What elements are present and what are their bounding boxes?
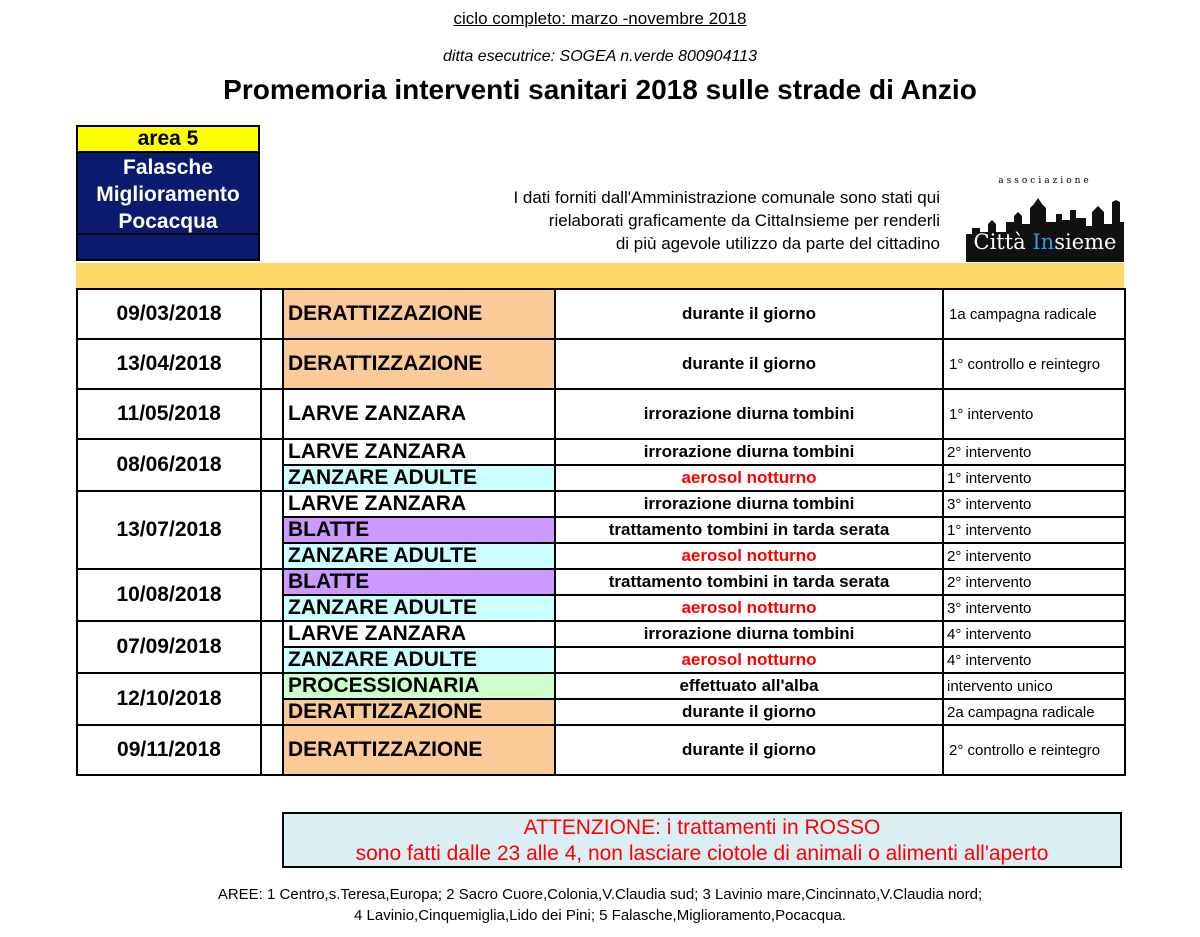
logo-name: [966, 230, 1124, 254]
info-note: [380, 186, 940, 255]
contractor-line: ditta esecutrice: SOGEA n.verde 800904113: [443, 48, 757, 65]
area-divider: [78, 233, 258, 235]
areas-line: 4 Lavinio,Cinquemiglia,Lido dei Pini; 5 Falasche,Miglioramento,Pocacqua.: [354, 907, 846, 924]
table-row: [77, 491, 1125, 517]
mode-cell: durante il giorno: [555, 699, 943, 725]
table-row: [77, 725, 1125, 775]
note-cell: 1° intervento: [943, 465, 1125, 491]
warning-box: [282, 812, 1122, 868]
table-row: [77, 439, 1125, 465]
date-cell: 13/04/2018: [77, 339, 261, 389]
treatment-cell: DERATTIZZAZIONE: [283, 725, 555, 775]
treatment-cell: DERATTIZZAZIONE: [283, 699, 555, 725]
mode-cell: effettuato all'alba: [555, 673, 943, 699]
area-place: Falasche: [123, 156, 213, 179]
gap-cell: [261, 339, 283, 389]
info-line: di più agevole utilizzo da parte del cittadino: [615, 234, 940, 253]
page-title: Promemoria interventi sanitari 2018 sulle strade di Anzio: [223, 74, 977, 105]
treatment-cell: DERATTIZZAZIONE: [283, 339, 555, 389]
table-row: [77, 389, 1125, 439]
gap-cell: [261, 289, 283, 339]
cittainsieme-logo: [966, 176, 1124, 262]
yellow-band: [76, 263, 1124, 288]
area-place: Miglioramento: [96, 183, 240, 206]
note-cell: 2° intervento: [943, 543, 1125, 569]
gap-cell: [261, 389, 283, 439]
mode-cell: aerosol notturno: [555, 543, 943, 569]
area-place: Pocacqua: [118, 210, 218, 233]
date-cell: 10/08/2018: [77, 569, 261, 621]
treatment-cell: PROCESSIONARIA: [283, 673, 555, 699]
treatment-cell: ZANZARE ADULTE: [283, 465, 555, 491]
note-cell: 3° intervento: [943, 595, 1125, 621]
treatment-cell: LARVE ZANZARA: [283, 439, 555, 465]
mode-cell: irrorazione diurna tombini: [555, 621, 943, 647]
treatment-cell: BLATTE: [283, 517, 555, 543]
gap-cell: [261, 439, 283, 491]
mode-cell: trattamento tombini in tarda serata: [555, 569, 943, 595]
gap-cell: [261, 621, 283, 673]
mode-cell: durante il giorno: [555, 289, 943, 339]
gap-cell: [261, 673, 283, 725]
info-line: rielaborati graficamente da CittaInsieme per renderli: [548, 211, 940, 230]
treatment-cell: LARVE ZANZARA: [283, 621, 555, 647]
table-row: [77, 621, 1125, 647]
date-cell: 08/06/2018: [77, 439, 261, 491]
logo-name-highlight: In: [1032, 230, 1055, 254]
note-cell: 2° controllo e reintegro: [943, 725, 1125, 775]
treatment-cell: ZANZARE ADULTE: [283, 647, 555, 673]
mode-cell: aerosol notturno: [555, 595, 943, 621]
treatment-cell: BLATTE: [283, 569, 555, 595]
mode-cell: durante il giorno: [555, 339, 943, 389]
note-cell: 4° intervento: [943, 621, 1125, 647]
gap-cell: [261, 725, 283, 775]
treatment-cell: ZANZARE ADULTE: [283, 595, 555, 621]
mode-cell: irrorazione diurna tombini: [555, 389, 943, 439]
note-cell: 1° controllo e reintegro: [943, 339, 1125, 389]
note-cell: 4° intervento: [943, 647, 1125, 673]
logo-assoc-text: associazione: [998, 176, 1092, 186]
logo-name-part: Città: [973, 230, 1033, 254]
mode-cell: irrorazione diurna tombini: [555, 439, 943, 465]
date-cell: 12/10/2018: [77, 673, 261, 725]
date-cell: 11/05/2018: [77, 389, 261, 439]
areas-line: AREE: 1 Centro,s.Teresa,Europa; 2 Sacro Cuore,Colonia,V.Claudia sud; 3 Lavinio mare,Cincinnato,V.Claudia nord;: [217, 886, 983, 903]
note-cell: 1° intervento: [943, 389, 1125, 439]
note-cell: 1a campagna radicale: [943, 289, 1125, 339]
logo-name-part: sieme: [1054, 230, 1117, 254]
mode-cell: irrorazione diurna tombini: [555, 491, 943, 517]
date-cell: 13/07/2018: [77, 491, 261, 569]
treatment-cell: DERATTIZZAZIONE: [283, 289, 555, 339]
warning-line: ATTENZIONE: i trattamenti in ROSSO: [523, 816, 881, 839]
table-row: [77, 569, 1125, 595]
date-cell: 09/03/2018: [77, 289, 261, 339]
mode-cell: aerosol notturno: [555, 647, 943, 673]
table-row: [77, 289, 1125, 339]
area-label: area 5: [78, 127, 258, 153]
note-cell: intervento unico: [943, 673, 1125, 699]
areas-legend: [0, 884, 1200, 926]
info-line: I dati forniti dall'Amministrazione comunale sono stati qui: [513, 188, 940, 207]
date-cell: 09/11/2018: [77, 725, 261, 775]
gap-cell: [261, 569, 283, 621]
mode-cell: aerosol notturno: [555, 465, 943, 491]
table-row: [77, 339, 1125, 389]
area-places: [78, 154, 258, 235]
treatment-cell: ZANZARE ADULTE: [283, 543, 555, 569]
note-cell: 2° intervento: [943, 439, 1125, 465]
note-cell: 2a campagna radicale: [943, 699, 1125, 725]
treatment-cell: LARVE ZANZARA: [283, 491, 555, 517]
cycle-subtitle: ciclo completo: marzo -novembre 2018: [453, 9, 747, 28]
date-cell: 07/09/2018: [77, 621, 261, 673]
note-cell: 3° intervento: [943, 491, 1125, 517]
schedule-table: [76, 288, 1126, 776]
area-box: [76, 125, 260, 261]
warning-line: sono fatti dalle 23 alle 4, non lasciare ciotole di animali o alimenti all'aperto: [355, 842, 1049, 865]
note-cell: 1° intervento: [943, 517, 1125, 543]
note-cell: 2° intervento: [943, 569, 1125, 595]
table-row: [77, 673, 1125, 699]
treatment-cell: LARVE ZANZARA: [283, 389, 555, 439]
mode-cell: durante il giorno: [555, 725, 943, 775]
mode-cell: trattamento tombini in tarda serata: [555, 517, 943, 543]
gap-cell: [261, 491, 283, 569]
